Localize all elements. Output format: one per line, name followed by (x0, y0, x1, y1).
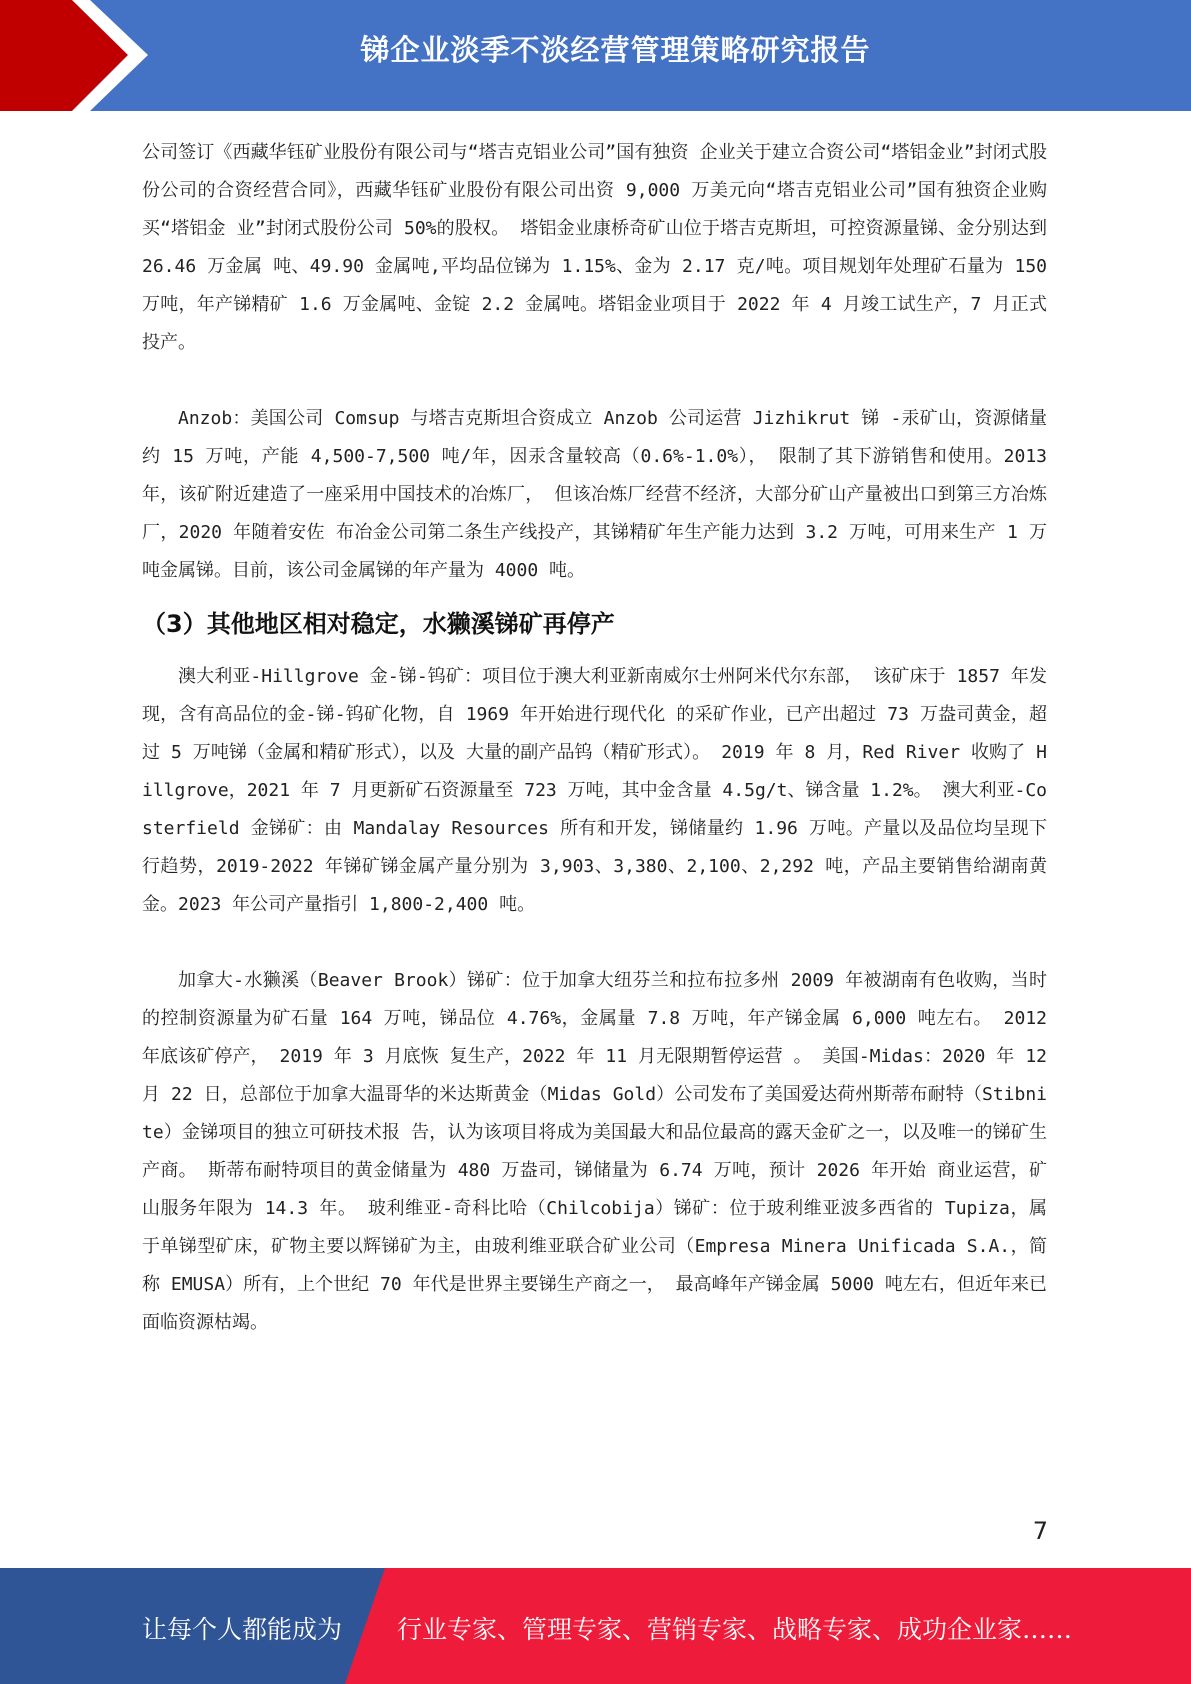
paragraph-australia: 澳大利亚-Hillgrove 金-锑-钨矿：项目位于澳大利亚新南威尔士州阿米代尔东部， 该矿床于 1857 年发现，含有高品位的金-锑-钨矿化物，自 1969 年开始进行现代化 的采矿作业，已产出超过 73 万盎司黄金，超过 5 万吨锑（金属和精矿形式），以及 大量的副产品钨（精矿形式）。 2019 年 8 月，Red River 收购了 Hillgrove，2021 年 7 月更新矿石资源量至 723 万吨，其中金含量 4.5g/t、锑含量 1.2%。 澳大利亚-Costerfield 金锑矿：由 Mandalay Resources 所有和开发，锑储量约 1.96 万吨。产量以及品位均呈现下行趋势，2019-2022 年锑矿锑金属产量分别为 3,903、3,380、2,100、2,292 吨，产品主要销售给湖南黄金。2023 年公司产量指引 1,800-2,400 吨。 (142, 666, 1047, 915)
footer-slogan-left: 让每个人都能成为 (142, 1615, 343, 1644)
footer-slogan-right: 行业专家、管理专家、营销专家、战略专家、成功企业家…… (397, 1615, 1073, 1644)
paragraph-canada-us-bolivia: 加拿大-水獭溪（Beaver Brook）锑矿：位于加拿大纽芬兰和拉布拉多州 2009 年被湖南有色收购，当时的控制资源量为矿石量 164 万吨，锑品位 4.76%，金属量 7.8 万吨，年产锑金属 6,000 吨左右。 2012 年底该矿停产， 2019 年 3 月底恢 复生产，2022 年 11 月无限期暂停运营 。 美国-Midas：2020 年 12 月 22 日，总部位于加拿大温哥华的米达斯黄金（Midas Gold）公司发布了美国爱达荷州斯蒂布耐特（Stibnite）金锑项目的独立可研技术报 告，认为该项目将成为美国最大和品位最高的露天金矿之一，以及唯一的锑矿生产商。 斯蒂布耐特项目的黄金储量为 480 万盎司，锑储量为 6.74 万吨，预计 2026 年开始 商业运营，矿山服务年限为 14.3 年。 玻利维亚-奇科比哈（Chilcobija）锑矿：位于玻利维亚波多西省的 Tupiza，属 于单锑型矿床，矿物主要以辉锑矿为主，由玻利维亚联合矿业公司（Empresa Minera Unificada S.A.，简称 EMUSA）所有，上个世纪 70 年代是世界主要锑生产商之一， 最高峰年产锑金属 5000 吨左右，但近年来已面临资源枯竭。 (142, 970, 1047, 1333)
main-content (142, 134, 1047, 1342)
section-heading: （3）其他地区相对稳定，水獭溪锑矿再停产 (142, 610, 615, 638)
page-header (0, 0, 1191, 111)
page-number: 7 (1032, 1517, 1048, 1545)
paragraph-tajik-joint-venture: 公司签订《西藏华钰矿业股份有限公司与“塔吉克铝业公司”国有独资 企业关于建立合资公司“塔铝金业”封闭式股份公司的合资经营合同》，西藏华钰矿业股份有限公司出资 9,000 万美元向“塔吉克铝业公司”国有独资企业购买“塔铝金 业”封闭式股份公司 50%的股权。 塔铝金业康桥奇矿山位于塔吉克斯坦，可控资源量锑、金分别达到 26.46 万金属 吨、49.90 金属吨,平均品位锑为 1.15%、金为 2.17 克/吨。项目规划年处理矿石量为 150 万吨，年产锑精矿 1.6 万金属吨、金锭 2.2 金属吨。塔铝金业项目于 2022 年 4 月竣工试生产，7 月正式投产。 (142, 142, 1047, 353)
paragraph-anzob: Anzob：美国公司 Comsup 与塔吉克斯坦合资成立 Anzob 公司运营 Jizhikrut 锑 -汞矿山，资源储量约 15 万吨，产能 4,500-7,500 吨/年，因汞含量较高（0.6%-1.0%）， 限制了其下游销售和使用。2013 年，该矿附近建造了一座采用中国技术的冶炼厂， 但该冶炼厂经营不经济，大部分矿山产量被出口到第三方冶炼厂，2020 年随着安佐 布冶金公司第二条生产线投产，其锑精矿年生产能力达到 3.2 万吨，可用来生产 1 万 吨金属锑。目前，该公司金属锑的年产量为 4000 吨。 (142, 408, 1047, 581)
report-title: 锑企业淡季不淡经营管理策略研究报告 (360, 33, 871, 67)
page-footer (0, 1568, 1191, 1684)
